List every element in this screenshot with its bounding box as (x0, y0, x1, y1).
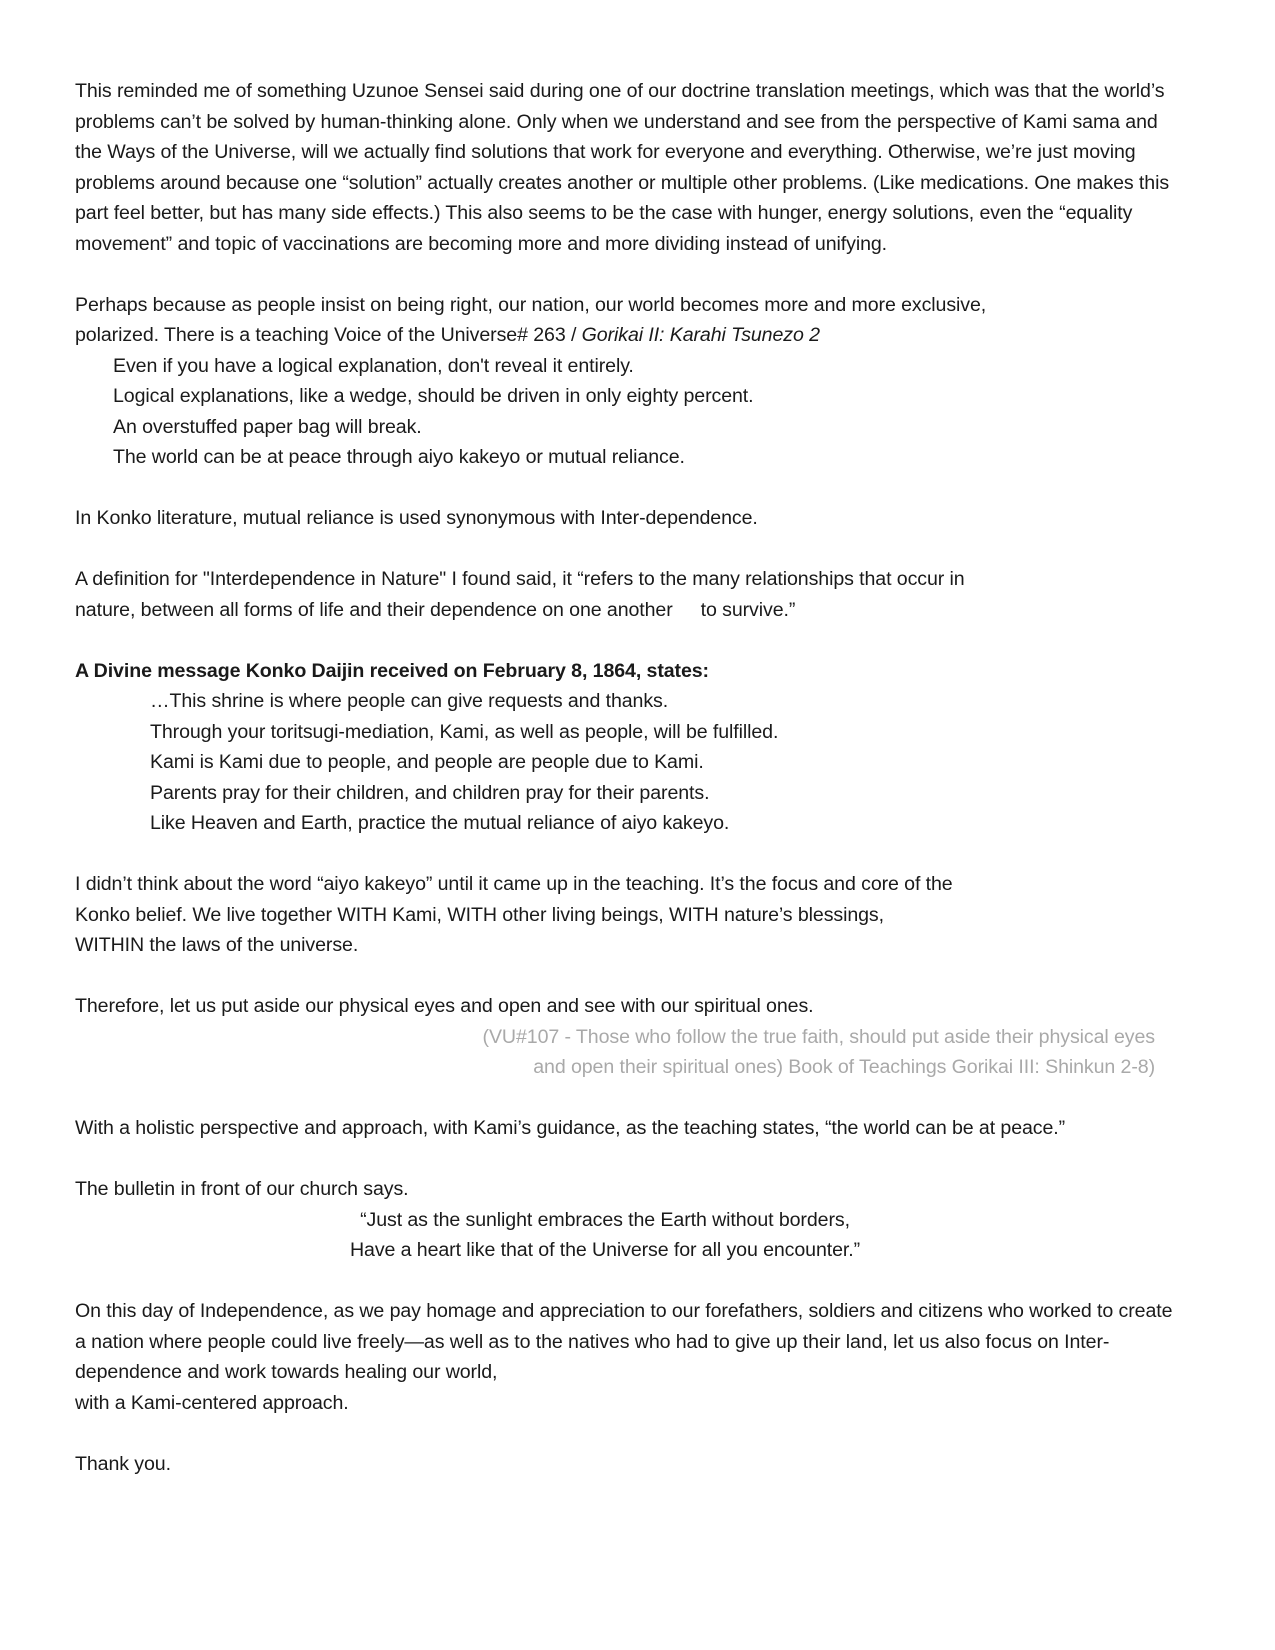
spacer (75, 1083, 1175, 1114)
bulletin-quote (75, 1205, 1175, 1266)
closing-thank-you: Thank you. (75, 1452, 171, 1475)
spacer (75, 839, 1175, 870)
paragraph-polarized (75, 290, 1175, 351)
paragraph-aiyo-kakeyo (75, 869, 1175, 961)
paragraph-independence-day (75, 1296, 1175, 1418)
citation-line: (VU#107 - Those who follow the true faith, should put aside their physical eyes (482, 1025, 1155, 1048)
teaching-line: Even if you have a logical explanation, don't reveal it entirely. (113, 354, 634, 377)
aiyo-kakeyo-line: Konko belief. We live together WITH Kami, WITH other living beings, WITH nature’s blessings, (75, 903, 884, 926)
paragraph-holistic-perspective: With a holistic perspective and approach, with Kami’s guidance, as the teaching states, “the world can be at peace.” (75, 1117, 1066, 1139)
divine-message-line: Like Heaven and Earth, practice the mutual reliance of aiyo kakeyo. (150, 812, 730, 834)
teaching-line: The world can be at peace through aiyo kakeyo or mutual reliance. (113, 446, 685, 468)
spacer (75, 473, 1175, 504)
teaching-source-reference: Gorikai II: Karahi Tsunezo 2 (581, 324, 820, 346)
divine-message-line: Kami is Kami due to people, and people are people due to Kami. (150, 751, 704, 773)
paragraph-spiritual-eyes: Therefore, let us put aside our physical eyes and open and see with our spiritual ones. (75, 995, 814, 1017)
definition-line-2b: to survive.” (700, 598, 796, 621)
independence-day-text-end: with a Kami-centered approach. (75, 1391, 349, 1414)
paragraph-polarized-line-2: polarized. There is a teaching Voice of the Universe# 263 / (75, 324, 582, 346)
divine-message-line: Parents pray for their children, and children pray for their parents. (150, 781, 710, 804)
definition-line-2a: nature, between all forms of life and their dependence on one another (75, 598, 673, 621)
bulletin-quote-line: “Just as the sunlight embraces the Earth without borders, (360, 1208, 850, 1231)
paragraph-bulletin-intro: The bulletin in front of our church says. (75, 1178, 409, 1200)
spacer (75, 1266, 1175, 1297)
spacer (75, 1144, 1175, 1175)
paragraph-konko-literature: In Konko literature, mutual reliance is used synonymous with Inter-dependence. (75, 507, 758, 529)
divine-message-line: …This shrine is where people can give requests and thanks. (150, 690, 669, 712)
definition-line-1: A definition for "Interdependence in Nature" I found said, it “refers to the many relationships that occur in (75, 568, 965, 590)
bulletin-quote-line: Have a heart like that of the Universe for all you encounter.” (349, 1239, 861, 1261)
citation-line: and open their spiritual ones) Book of Teachings Gorikai III: Shinkun 2-8) (533, 1056, 1155, 1078)
divine-message-heading: A Divine message Konko Daijin received on February 8, 1864, states: (75, 659, 709, 682)
spacer (75, 1418, 1175, 1449)
teaching-vu263 (75, 351, 1175, 473)
independence-day-text: On this day of Independence, as we pay homage and appreciation to our forefathers, soldiers and citizens who worked to create a nation where people could live freely—as well as to the natives who had to give up their land, let us also focus on Inter-dependence and work towards healing our world, (75, 1300, 1173, 1383)
spacer (75, 961, 1175, 992)
aiyo-kakeyo-line: WITHIN the laws of the universe. (75, 934, 359, 956)
paragraph-polarized-line-1: Perhaps because as people insist on being right, our nation, our world becomes more and more exclusive, (75, 293, 987, 316)
aiyo-kakeyo-line: I didn’t think about the word “aiyo kakeyo” until it came up in the teaching. It’s the focus and core of the (75, 873, 953, 895)
spacer (75, 534, 1175, 565)
paragraph-uzunoe-sensei: This reminded me of something Uzunoe Sensei said during one of our doctrine translation meetings, which was that the world’s problems can’t be solved by human-thinking alone. Only when we understand and see from the perspective of Kami sama and the Ways of the Universe, will we actually find solutions that work for everyone and everything. Otherwise, we’re just moving problems around because one “solution” actually creates another or multiple other problems. (Like medications. One makes this part feel better, but has many side effects.) This also seems to be the case with hunger, energy solutions, even the “equality movement” and topic of vaccinations are becoming more and more dividing instead of unifying. (75, 80, 1170, 255)
teaching-line: An overstuffed paper bag will break. (113, 415, 422, 438)
divine-message-line: Through your toritsugi-mediation, Kami, as well as people, will be fulfilled. (150, 720, 779, 743)
divine-message (75, 686, 1175, 839)
paragraph-interdependence-definition (75, 564, 1175, 625)
citation-vu107 (75, 1022, 1175, 1083)
spacer (75, 259, 1175, 290)
teaching-line: Logical explanations, like a wedge, should be driven in only eighty percent. (113, 385, 754, 407)
spacer (75, 625, 1175, 656)
